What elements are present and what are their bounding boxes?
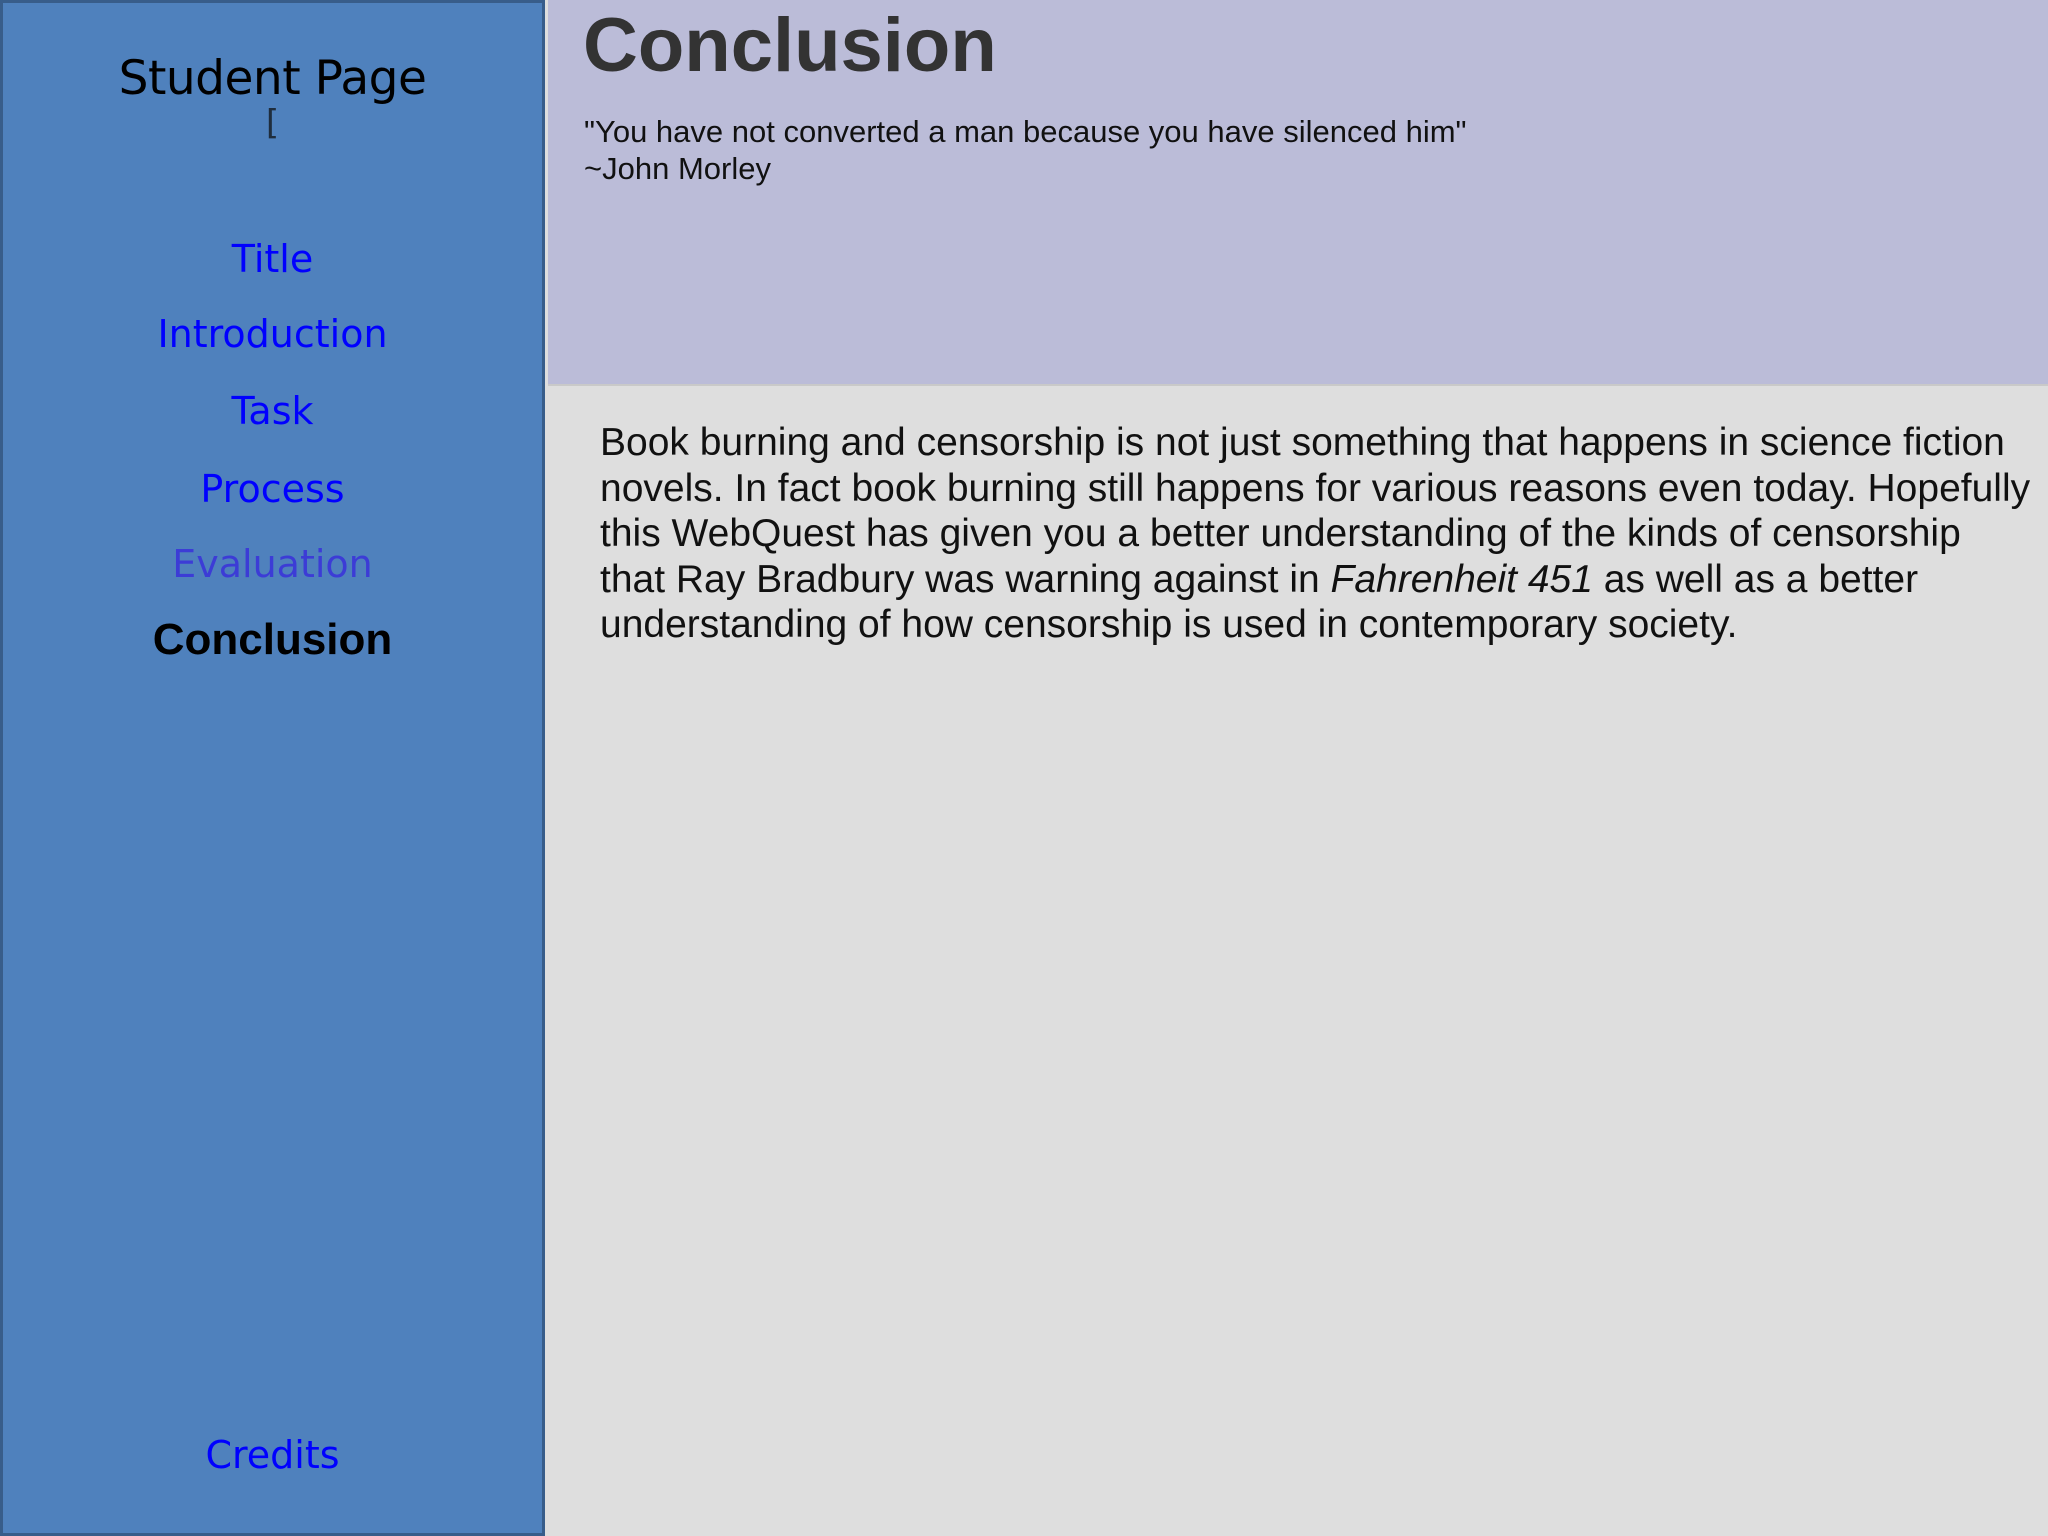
quote-author: ~John Morley <box>584 151 771 186</box>
nav-link-evaluation[interactable]: Evaluation <box>172 542 373 586</box>
sidebar-bracket: [ <box>265 103 280 143</box>
conclusion-paragraph <box>600 420 2035 648</box>
nav-link-credits[interactable]: Credits <box>205 1433 340 1477</box>
nav-link-process[interactable]: Process <box>200 467 345 511</box>
sidebar-title: Student Page <box>118 51 427 106</box>
quote-block <box>584 113 1467 187</box>
quote-text: "You have not converted a man because you have silenced him" <box>584 114 1467 149</box>
page-title: Conclusion <box>583 3 997 88</box>
nav-current-conclusion: Conclusion <box>152 615 393 664</box>
nav-link-introduction[interactable]: Introduction <box>157 312 388 356</box>
nav-link-task[interactable]: Task <box>231 389 314 433</box>
nav-link-title[interactable]: Title <box>231 237 314 281</box>
paragraph-part-2: as well as a better understanding of how censorship is used in contemporary society. <box>600 557 1919 646</box>
book-title: Fahrenheit 451 <box>1330 557 1593 601</box>
paragraph-part-1: Book burning and censorship is not just something that happens in science fiction novels. In fact book burning still happens for various reasons even today. Hopefully this WebQuest has given you a better understanding of the kinds of censorship that Ray Bradbury was warning against in <box>600 421 2031 601</box>
sidebar <box>0 0 545 1536</box>
